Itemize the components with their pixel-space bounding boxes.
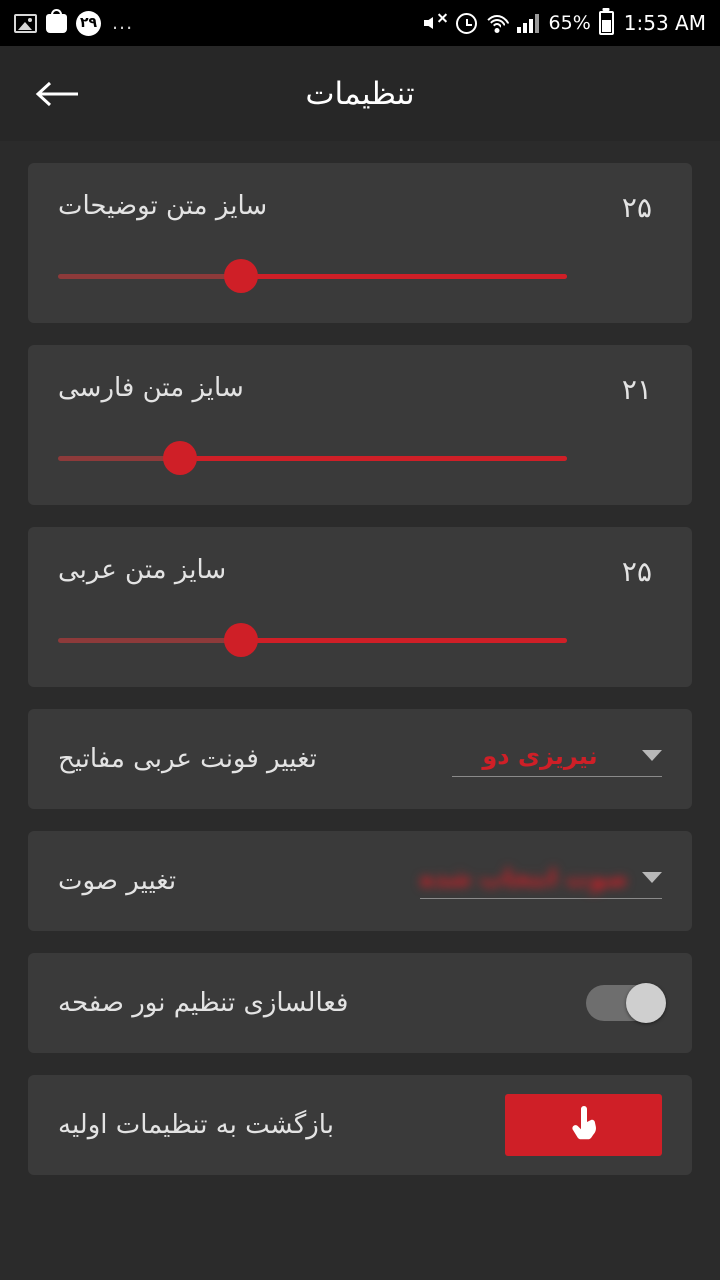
alarm-icon (456, 13, 477, 34)
slider-value-label: ۲۵ (621, 555, 652, 588)
toggle-screen-brightness[interactable] (586, 985, 662, 1021)
setting-label: تغییر صوت (58, 866, 177, 896)
battery-icon (599, 11, 614, 35)
chevron-down-icon (642, 750, 662, 761)
dropdown-change-audio[interactable] (420, 864, 662, 899)
toggle-knob[interactable] (626, 983, 666, 1023)
status-bar-right (424, 11, 706, 35)
clock-label: 1:53 AM (623, 11, 706, 35)
battery-percent-label: 65% (548, 12, 591, 34)
setting-row-arabic-font[interactable] (28, 709, 692, 809)
slider-thumb[interactable] (224, 623, 258, 657)
dropdown-value: صوت انتخاب شده (419, 863, 628, 892)
setting-row-screen-brightness[interactable] (28, 953, 692, 1053)
setting-label: سایز متن توضیحات (58, 191, 268, 221)
touch-hand-icon (570, 1106, 598, 1144)
notification-badge: ۲۹ (76, 11, 101, 36)
slider-fill (241, 638, 567, 643)
slider-fill (241, 274, 567, 279)
setting-row-persian-text-size (28, 345, 692, 505)
chevron-down-icon (642, 872, 662, 883)
slider-value-label: ۲۵ (621, 191, 652, 224)
mute-icon (424, 12, 448, 34)
overflow-dots-icon: ... (112, 11, 134, 34)
setting-row-change-audio[interactable] (28, 831, 692, 931)
image-icon (14, 14, 37, 33)
reset-button[interactable] (505, 1094, 662, 1156)
app-bar (0, 46, 720, 141)
setting-row-reset-defaults[interactable] (28, 1075, 692, 1175)
setting-row-description-text-size (28, 163, 692, 323)
setting-label: بازگشت به تنظیمات اولیه (58, 1110, 334, 1140)
settings-list (0, 163, 720, 1175)
setting-label: سایز متن فارسی (58, 373, 244, 403)
setting-label: تغییر فونت عربی مفاتیح (58, 744, 317, 774)
page-title: تنظیمات (305, 75, 415, 112)
slider-value-label: ۲۱ (621, 373, 652, 406)
dropdown-arabic-font[interactable] (452, 742, 662, 777)
status-bar (0, 0, 720, 46)
arrow-left-icon[interactable] (30, 67, 84, 121)
slider-header (58, 373, 662, 406)
slider-thumb[interactable] (163, 441, 197, 475)
status-bar-left (14, 11, 133, 36)
slider-arabic-text-size[interactable] (58, 635, 567, 645)
slider-header (58, 555, 662, 588)
wifi-icon (485, 14, 509, 33)
bag-icon (46, 14, 67, 33)
slider-thumb[interactable] (224, 259, 258, 293)
slider-fill (180, 456, 567, 461)
slider-header (58, 191, 662, 224)
setting-label: فعالسازی تنظیم نور صفحه (58, 988, 349, 1018)
setting-row-arabic-text-size (28, 527, 692, 687)
signal-icon (517, 13, 541, 33)
setting-label: سایز متن عربی (58, 555, 227, 585)
dropdown-value: نیریزی دو (482, 741, 598, 770)
slider-persian-text-size[interactable] (58, 453, 567, 463)
slider-description-text-size[interactable] (58, 271, 567, 281)
